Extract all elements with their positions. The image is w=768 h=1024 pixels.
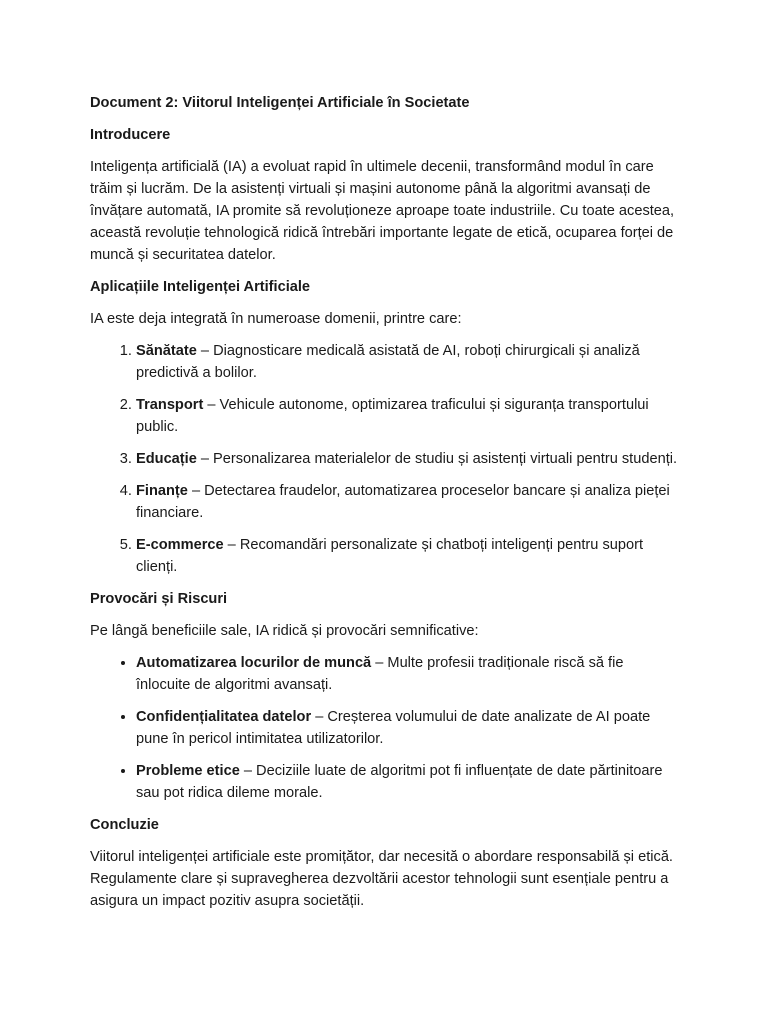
list-item-text: – Creșterea volumului de date analizate de AI poate pune în pericol intimitatea utilizatorilor. [136, 709, 651, 747]
list-item-term: E-commerce [136, 537, 224, 553]
list-item-text: – Recomandări personalizate și chatboți inteligenți pentru suport clienți. [136, 537, 644, 575]
list-item [136, 534, 678, 578]
challenges-intro: Pe lângă beneficiile sale, IA ridică și provocări semnificative: [90, 623, 479, 639]
section-heading-provocari: Provocări și Riscuri [90, 591, 228, 607]
list-item [136, 652, 678, 696]
list-item-term: Transport [136, 397, 204, 413]
list-item [136, 448, 678, 470]
list-item-text: – Detectarea fraudelor, automatizarea proceselor bancare și analiza pieței financiare. [136, 483, 670, 521]
list-item [136, 760, 678, 804]
list-item-term: Sănătate [136, 343, 197, 359]
list-item-text: – Multe profesii tradiționale riscă să fie înlocuite de algoritmi avansați. [136, 655, 624, 693]
document-title: Document 2: Viitorul Inteligenței Artificiale în Societate [90, 95, 470, 111]
list-item-term: Educație [136, 451, 197, 467]
conclusion-paragraph: Viitorul inteligenței artificiale este promițător, dar necesită o abordare responsabilă și etică. Regulamente clare și supravegherea dezvoltării acestor tehnologii sunt esențiale pentru a asigura un impact pozitiv asupra societății. [90, 849, 673, 909]
section-heading-concluzie: Concluzie [90, 817, 159, 833]
challenges-list [90, 652, 678, 804]
list-item-text: – Deciziile luate de algoritmi pot fi influențate de date părtinitoare sau pot ridica dileme morale. [136, 763, 663, 801]
list-item [136, 394, 678, 438]
list-item [136, 340, 678, 384]
applications-list [90, 340, 678, 578]
intro-paragraph: Inteligența artificială (IA) a evoluat rapid în ultimele decenii, transformând modul în care trăim și lucrăm. De la asistenți virtuali și mașini autonome până la algoritmi avansați de învățare automată, IA promite să revoluționeze aproape toate industriile. Cu toate acestea, această revoluție tehnologică ridică întrebări importante legate de etică, ocuparea forței de muncă și securitatea datelor. [90, 159, 675, 263]
section-heading-aplicatii: Aplicațiile Inteligenței Artificiale [90, 279, 311, 295]
list-item [136, 480, 678, 524]
list-item-term: Probleme etice [136, 763, 240, 779]
list-item-text: – Diagnosticare medicală asistată de AI, roboți chirurgicali și analiză predictivă a bolilor. [136, 343, 640, 381]
list-item [136, 706, 678, 750]
section-heading-introducere: Introducere [90, 127, 171, 143]
list-item-term: Automatizarea locurilor de muncă [136, 655, 372, 671]
list-item-term: Confidențialitatea datelor [136, 709, 312, 725]
list-item-text: – Vehicule autonome, optimizarea traficului și siguranța transportului public. [136, 397, 649, 435]
list-item-term: Finanțe [136, 483, 188, 499]
list-item-text: – Personalizarea materialelor de studiu și asistenți virtuali pentru studenți. [196, 451, 678, 467]
applications-intro: IA este deja integrată în numeroase domenii, printre care: [90, 311, 462, 327]
